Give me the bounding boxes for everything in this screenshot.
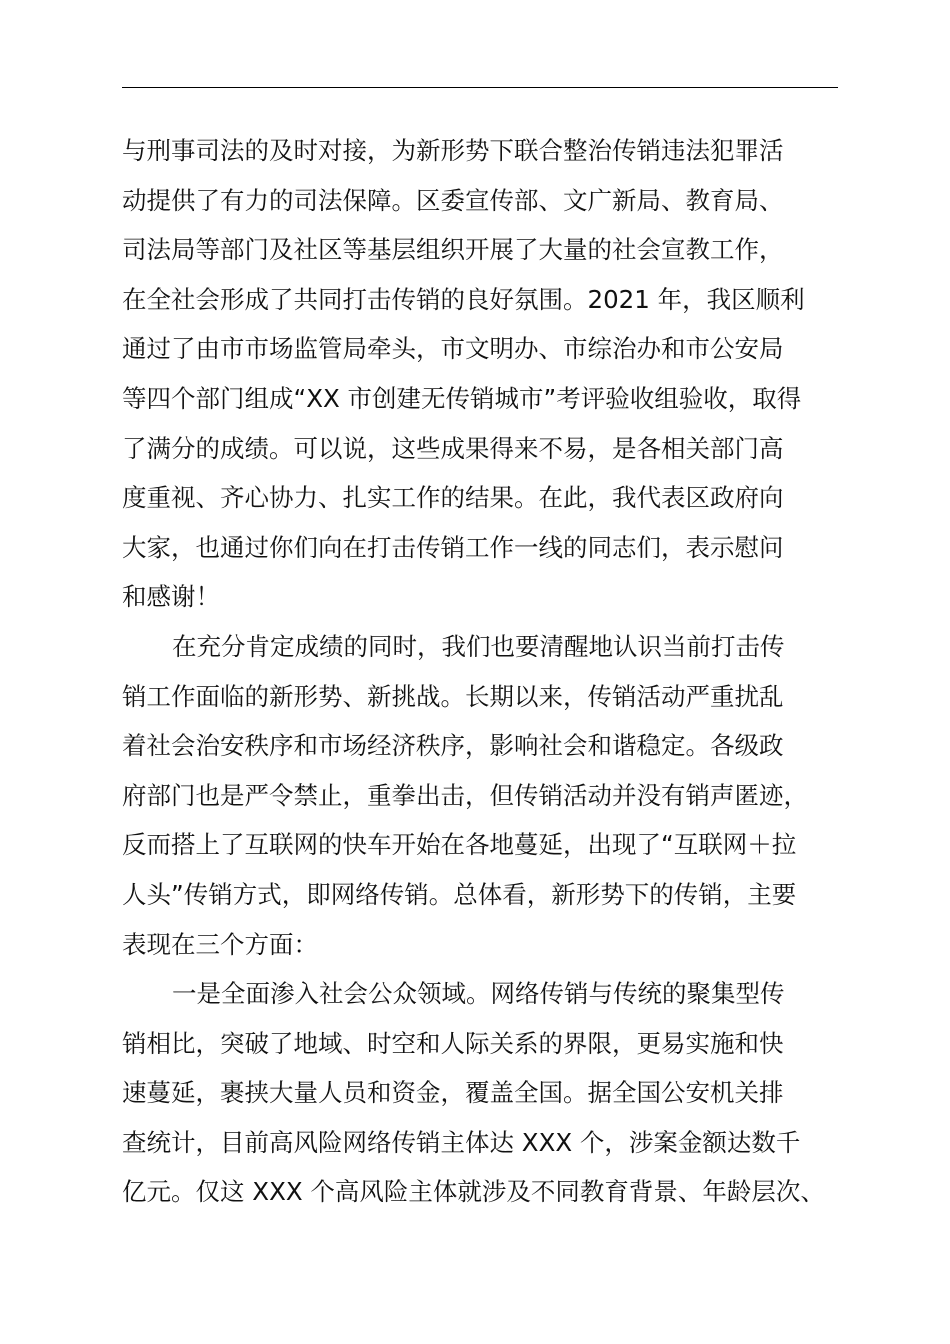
text-line: 大家，也通过你们向在打击传销工作一线的同志们，表示慰问 xyxy=(122,532,784,562)
text-line: 表现在三个方面： xyxy=(122,929,318,959)
text-line: 动提供了有力的司法保障。区委宣传部、文广新局、教育局、 xyxy=(122,185,784,215)
text-line: 等四个部门组成“XX 市创建无传销城市”考评验收组验收，取得 xyxy=(122,383,802,413)
text-line: 查统计，目前高风险网络传销主体达 XXX 个，涉案金额达数千 xyxy=(122,1127,801,1157)
text-line: 司法局等部门及社区等基层组织开展了大量的社会宣教工作， xyxy=(122,235,784,265)
paragraph-first-line: 在充分肯定成绩的同时，我们也要清醒地认识当前打击传 xyxy=(172,631,785,661)
text-line: 度重视、齐心协力、扎实工作的结果。在此，我代表区政府向 xyxy=(122,483,784,513)
text-line: 和感谢！ xyxy=(122,582,220,612)
text-line: 与刑事司法的及时对接，为新形势下联合整治传销违法犯罪活 xyxy=(122,136,784,165)
text-line: 府部门也是严令禁止，重拳出击，但传销活动并没有销声匿迹， xyxy=(122,780,808,810)
text-line: 通过了由市市场监管局牵头，市文明办、市综治办和市公安局 xyxy=(122,334,784,364)
text-line: 销相比，突破了地域、时空和人际关系的界限，更易实施和快 xyxy=(122,1028,784,1058)
text-line: 了满分的成绩。可以说，这些成果得来不易，是各相关部门高 xyxy=(122,433,784,463)
header-rule xyxy=(122,87,838,88)
text-line: 着社会治安秩序和市场经济秩序，影响社会和谐稳定。各级政 xyxy=(122,731,784,761)
text-line: 人头”传销方式，即网络传销。总体看，新形势下的传销，主要 xyxy=(122,879,797,909)
body-text xyxy=(122,126,838,1217)
text-line: 速蔓延，裹挟大量人员和资金，覆盖全国。据全国公安机关排 xyxy=(122,1078,784,1108)
text-line: 销工作面临的新形势、新挑战。长期以来，传销活动严重扰乱 xyxy=(122,681,784,711)
text-line: 反而搭上了互联网的快车开始在各地蔓延，出现了“互联网＋拉 xyxy=(122,830,797,860)
text-line: 在全社会形成了共同打击传销的良好氛围。2021 年，我区顺利 xyxy=(122,284,805,314)
paragraph-first-line: 一是全面渗入社会公众领域。网络传销与传统的聚集型传 xyxy=(172,979,785,1009)
text-line: 亿元。仅这 XXX 个高风险主体就涉及不同教育背景、年龄层次、 xyxy=(122,1177,825,1207)
